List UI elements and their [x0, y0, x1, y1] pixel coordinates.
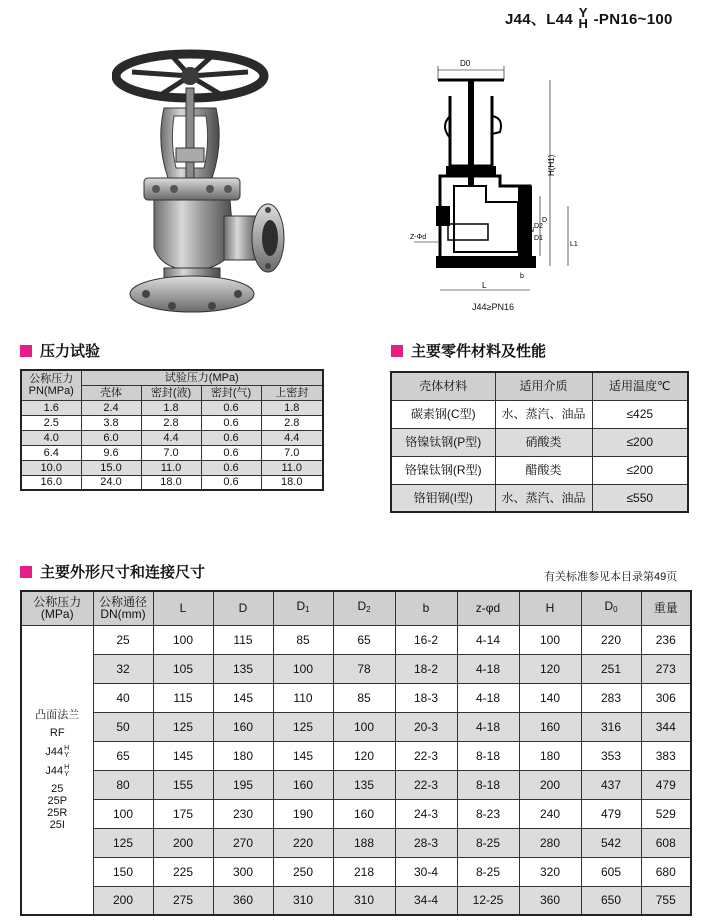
model-title-prefix: J44、L44: [505, 11, 573, 28]
dims-cell: 24-3: [395, 799, 457, 828]
table-row: [21, 857, 691, 886]
dims-cell: 12-25: [457, 886, 519, 915]
pressure-square-icon: [20, 345, 32, 357]
dims-cell: 30-4: [395, 857, 457, 886]
dims-cell: 680: [641, 857, 691, 886]
dims-header-d2-base: D: [357, 599, 367, 614]
dims-code: 25R: [47, 806, 68, 819]
dims-cell: 145: [153, 741, 213, 770]
material-cell: 水、蒸汽、油品: [495, 400, 592, 428]
material-header: 壳体材料: [391, 372, 495, 400]
dims-cell: 218: [333, 857, 395, 886]
pressure-cell: 0.6: [201, 400, 261, 415]
dimensions-square-icon: [20, 566, 32, 578]
model-title-stack-top: Y: [578, 5, 588, 21]
dims-cell: 100: [93, 799, 153, 828]
dims-cell: 25: [93, 625, 153, 654]
valve-drawing: [400, 56, 590, 316]
dims-cell: 437: [581, 770, 641, 799]
dim-l: L: [482, 281, 487, 290]
dims-cell: 40: [93, 683, 153, 712]
table-row: [21, 625, 691, 654]
model-title-suffix: -PN16~100: [593, 11, 673, 28]
dims-cell: 275: [153, 886, 213, 915]
materials-table: [390, 371, 689, 513]
dims-cell: 8-23: [457, 799, 519, 828]
dims-cell: 310: [333, 886, 395, 915]
dimensions-title: 主要外形尺寸和连接尺寸: [40, 564, 206, 581]
dims-cell: 78: [333, 654, 395, 683]
dims-cell: 200: [519, 770, 581, 799]
table-row: [21, 415, 323, 430]
dims-cell: 250: [273, 857, 333, 886]
dims-cell: 542: [581, 828, 641, 857]
table-row: [391, 484, 688, 512]
valve-photo: [112, 48, 292, 316]
dims-header-d1: [273, 591, 333, 625]
pressure-cell: 1.8: [141, 400, 201, 415]
materials-heading: [391, 340, 546, 361]
dims-cell: 175: [153, 799, 213, 828]
pressure-cell: 7.0: [141, 445, 201, 460]
dims-model-stack-bottom: Y: [64, 751, 69, 759]
dims-cell: 32: [93, 654, 153, 683]
dims-cell: 85: [333, 683, 395, 712]
dims-cell: 135: [213, 654, 273, 683]
dims-cell: 80: [93, 770, 153, 799]
pressure-cell: 18.0: [261, 475, 323, 490]
dim-d2: D2: [534, 223, 543, 230]
dim-d1: D1: [534, 235, 543, 242]
dims-cell: 251: [581, 654, 641, 683]
pressure-cell: 2.8: [261, 415, 323, 430]
pressure-cell: 1.6: [21, 400, 81, 415]
dims-model-model1: [22, 745, 93, 759]
dims-cell: 140: [519, 683, 581, 712]
pressure-cell: 24.0: [81, 475, 141, 490]
dims-model-stack: [64, 745, 69, 759]
dims-header-d2-sub: 2: [366, 605, 371, 615]
dims-cell: 100: [153, 625, 213, 654]
dims-header-b: b: [395, 591, 457, 625]
dims-header-zd: z-φd: [457, 591, 519, 625]
dims-cell: 353: [581, 741, 641, 770]
pressure-cell: 18.0: [141, 475, 201, 490]
dims-cell: 115: [153, 683, 213, 712]
dim-h: H(H1): [547, 154, 556, 176]
drawing-label: J44≥PN16: [472, 302, 514, 312]
reference-note: 有关标准参见本目录第49页: [544, 571, 678, 583]
table-row: [21, 654, 691, 683]
dims-cell: 320: [519, 857, 581, 886]
dims-cell: 85: [273, 625, 333, 654]
pressure-cell: 2.4: [81, 400, 141, 415]
dims-cell: 200: [153, 828, 213, 857]
material-cell: ≤200: [592, 456, 688, 484]
dims-cell: 316: [581, 712, 641, 741]
dims-cell: 310: [273, 886, 333, 915]
dims-cell: 230: [213, 799, 273, 828]
material-cell: 硝酸类: [495, 428, 592, 456]
pressure-cell: 2.8: [141, 415, 201, 430]
dims-cell: 125: [153, 712, 213, 741]
dims-cell: 125: [273, 712, 333, 741]
dims-cell: 150: [93, 857, 153, 886]
pressure-cell: 0.6: [201, 460, 261, 475]
dims-cell: 605: [581, 857, 641, 886]
dims-cell: 225: [153, 857, 213, 886]
dims-model-stack-bottom: Y: [64, 770, 69, 778]
table-row: [21, 770, 691, 799]
dims-model-stack-top: H: [64, 763, 70, 771]
dims-cell: 8-25: [457, 857, 519, 886]
dims-cell: 160: [273, 770, 333, 799]
dim-b: b: [520, 273, 524, 280]
material-cell: 铬镍钛钢(R型): [391, 456, 495, 484]
dims-cell: 8-18: [457, 741, 519, 770]
pressure-cell: 9.6: [81, 445, 141, 460]
dims-cell: 273: [641, 654, 691, 683]
dims-cell: 155: [153, 770, 213, 799]
model-title-stack-bottom: H: [578, 16, 589, 32]
pressure-header-pn: 公称压力 PN(MPa): [21, 370, 81, 400]
dims-header-l: L: [153, 591, 213, 625]
pressure-test-heading: [20, 340, 100, 361]
dims-cell: 20-3: [395, 712, 457, 741]
dim-d0: D0: [460, 59, 471, 68]
dim-dn: DN: [524, 227, 535, 234]
materials-title: 主要零件材料及性能: [411, 343, 547, 360]
pressure-cell: 11.0: [141, 460, 201, 475]
dims-model-base: J44: [45, 764, 64, 777]
dims-cell: 115: [213, 625, 273, 654]
table-row: [391, 400, 688, 428]
material-cell: 碳素钢(C型): [391, 400, 495, 428]
material-header: 适用温度℃: [592, 372, 688, 400]
dims-cell: 22-3: [395, 770, 457, 799]
dims-cell: 120: [519, 654, 581, 683]
dims-cell: 22-3: [395, 741, 457, 770]
pressure-subheader: 壳体: [81, 385, 141, 400]
dims-cell: 4-18: [457, 683, 519, 712]
dims-cell: 280: [519, 828, 581, 857]
pressure-test-title: 压力试验: [40, 343, 101, 360]
dims-cell: 8-18: [457, 770, 519, 799]
dims-codes: [22, 783, 93, 831]
dims-cell: 105: [153, 654, 213, 683]
material-cell: 铬镍钛钢(P型): [391, 428, 495, 456]
table-row: [21, 828, 691, 857]
table-row: [391, 456, 688, 484]
dims-cell: 8-25: [457, 828, 519, 857]
dims-cell: 283: [581, 683, 641, 712]
dims-cell: 180: [213, 741, 273, 770]
table-row: [21, 886, 691, 915]
pressure-subheader: 上密封: [261, 385, 323, 400]
pressure-cell: 0.6: [201, 415, 261, 430]
dims-model-stack: [64, 764, 69, 778]
dims-cell: 100: [273, 654, 333, 683]
table-row: [21, 430, 323, 445]
dims-cell: 220: [273, 828, 333, 857]
dims-code: 25I: [49, 818, 65, 831]
dims-cell: 180: [519, 741, 581, 770]
dimensions-heading: [20, 561, 205, 582]
dims-code: 25P: [47, 794, 68, 807]
pressure-header-test: 试验压力(MPa): [81, 370, 323, 385]
table-row: [21, 683, 691, 712]
dims-cell: 4-14: [457, 625, 519, 654]
dims-header-d0-sub: 0: [613, 605, 618, 615]
dims-cell: 100: [333, 712, 395, 741]
dims-cell: 360: [213, 886, 273, 915]
pressure-cell: 6.0: [81, 430, 141, 445]
dims-cell: 344: [641, 712, 691, 741]
dims-material-cell: [21, 625, 93, 915]
dims-cell: 34-4: [395, 886, 457, 915]
dims-cell: 160: [213, 712, 273, 741]
dims-cell: 529: [641, 799, 691, 828]
dims-cell: 16-2: [395, 625, 457, 654]
pressure-cell: 15.0: [81, 460, 141, 475]
pressure-subheader: 密封(气): [201, 385, 261, 400]
dims-header-d1-base: D: [296, 599, 306, 614]
table-row: [21, 712, 691, 741]
dims-cell: 270: [213, 828, 273, 857]
dims-cell: 383: [641, 741, 691, 770]
dims-header-d2: [333, 591, 395, 625]
dims-cell: 160: [519, 712, 581, 741]
dims-cell: 220: [581, 625, 641, 654]
dims-header-pn: 公称压力 (MPa): [21, 591, 93, 625]
dims-cell: 236: [641, 625, 691, 654]
dims-cell: 110: [273, 683, 333, 712]
pressure-cell: 1.8: [261, 400, 323, 415]
dims-cell: 100: [519, 625, 581, 654]
dim-l1: L1: [570, 241, 578, 248]
material-cell: 水、蒸汽、油品: [495, 484, 592, 512]
dims-cell: 28-3: [395, 828, 457, 857]
materials-square-icon: [391, 345, 403, 357]
dims-cell: 479: [641, 770, 691, 799]
dims-cell: 4-18: [457, 654, 519, 683]
dims-header-h: H: [519, 591, 581, 625]
pressure-subheader: 密封(液): [141, 385, 201, 400]
pressure-cell: 3.8: [81, 415, 141, 430]
table-row: [21, 445, 323, 460]
pressure-cell: 16.0: [21, 475, 81, 490]
dims-cell: 145: [213, 683, 273, 712]
dims-header-d0: [581, 591, 641, 625]
table-row: [21, 741, 691, 770]
model-title-stack: [578, 5, 589, 32]
dims-header-d: D: [213, 591, 273, 625]
material-cell: 铬钼钢(I型): [391, 484, 495, 512]
dims-cell: 755: [641, 886, 691, 915]
pressure-cell: 0.6: [201, 445, 261, 460]
dims-model-model2: [22, 764, 93, 778]
dim-d: D: [542, 217, 548, 224]
pressure-cell: 10.0: [21, 460, 81, 475]
dims-header-d1-sub: 1: [305, 605, 310, 615]
pressure-cell: 7.0: [261, 445, 323, 460]
pressure-test-table: [20, 369, 324, 491]
dims-cell: 120: [333, 741, 395, 770]
pressure-cell: 4.0: [21, 430, 81, 445]
dims-flange-type: 凸面法兰: [35, 708, 80, 721]
material-cell: ≤425: [592, 400, 688, 428]
material-cell: ≤550: [592, 484, 688, 512]
material-cell: ≤200: [592, 428, 688, 456]
dims-model-base: J44: [45, 745, 64, 758]
dims-cell: 125: [93, 828, 153, 857]
material-cell: 醋酸类: [495, 456, 592, 484]
dims-cell: 479: [581, 799, 641, 828]
dims-code: 25: [51, 782, 64, 795]
pressure-cell: 0.6: [201, 430, 261, 445]
dims-header-dn: 公称通径 DN(mm): [93, 591, 153, 625]
dimensions-table: [20, 590, 692, 916]
dims-cell: 650: [581, 886, 641, 915]
pressure-cell: 4.4: [141, 430, 201, 445]
dims-cell: 188: [333, 828, 395, 857]
dims-model-stack-top: H: [64, 744, 70, 752]
dims-cell: 300: [213, 857, 273, 886]
pressure-cell: 2.5: [21, 415, 81, 430]
dims-cell: 18-2: [395, 654, 457, 683]
pressure-cell: 6.4: [21, 445, 81, 460]
dims-cell: 65: [333, 625, 395, 654]
dims-rf: RF: [49, 726, 65, 739]
pressure-cell: 11.0: [261, 460, 323, 475]
dims-header-weight: 重量: [641, 591, 691, 625]
pressure-cell: 0.6: [201, 475, 261, 490]
table-row: [21, 460, 323, 475]
dims-cell: 360: [519, 886, 581, 915]
table-row: [21, 400, 323, 415]
table-row: [21, 799, 691, 828]
pressure-cell: 4.4: [261, 430, 323, 445]
dims-cell: 306: [641, 683, 691, 712]
dims-cell: 240: [519, 799, 581, 828]
dim-z: Z-Φd: [410, 234, 427, 241]
dims-cell: 160: [333, 799, 395, 828]
material-header: 适用介质: [495, 372, 592, 400]
dims-cell: 195: [213, 770, 273, 799]
dims-cell: 4-18: [457, 712, 519, 741]
dims-cell: 190: [273, 799, 333, 828]
dims-cell: 145: [273, 741, 333, 770]
dims-cell: 50: [93, 712, 153, 741]
table-row: [21, 475, 323, 490]
dims-cell: 18-3: [395, 683, 457, 712]
table-row: [391, 428, 688, 456]
dims-cell: 135: [333, 770, 395, 799]
dims-cell: 200: [93, 886, 153, 915]
dims-cell: 65: [93, 741, 153, 770]
dims-cell: 608: [641, 828, 691, 857]
dims-header-d0-base: D: [604, 599, 614, 614]
model-title: [505, 5, 673, 32]
